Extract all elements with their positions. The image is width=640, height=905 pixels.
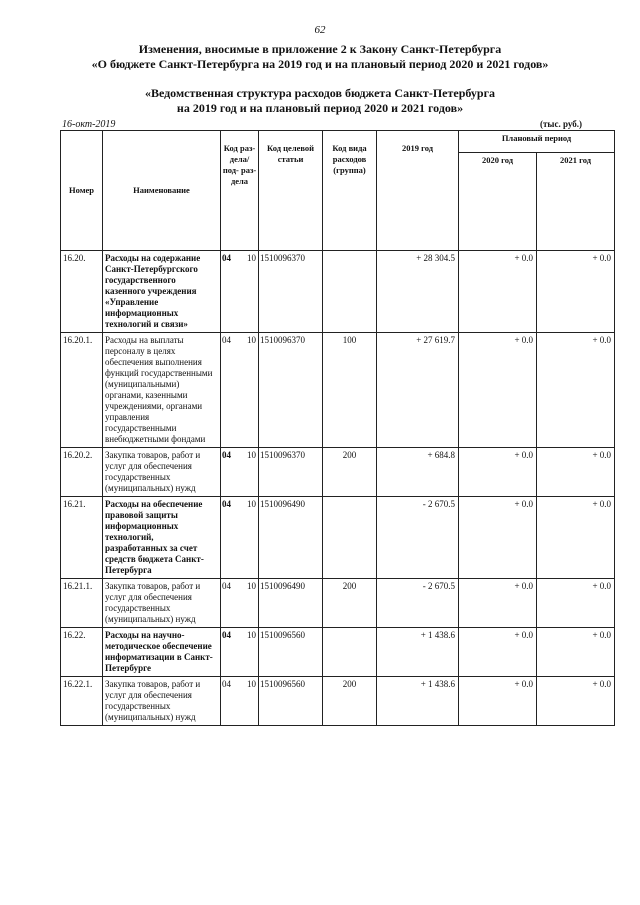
row-2020: + 0.0	[459, 579, 537, 628]
row-section: 04	[221, 333, 239, 448]
header-2020: 2020 год	[459, 153, 537, 251]
table-row	[61, 579, 615, 628]
row-2019: + 27 619.7	[377, 333, 459, 448]
table-row	[61, 448, 615, 497]
row-2021: + 0.0	[537, 333, 615, 448]
table-row	[61, 628, 615, 677]
row-section: 04	[221, 628, 239, 677]
subtitle-line-2: на 2019 год и на плановый период 2020 и 2021 годов»	[176, 101, 464, 115]
row-2020: + 0.0	[459, 251, 537, 333]
table-row	[61, 333, 615, 448]
header-2019: 2019 год	[377, 131, 459, 251]
row-2021: + 0.0	[537, 497, 615, 579]
row-2021: + 0.0	[537, 628, 615, 677]
row-section: 04	[221, 251, 239, 333]
row-2019: + 28 304.5	[377, 251, 459, 333]
header-section: Код раз- дела/ под- раз- дела	[221, 131, 259, 251]
row-2020: + 0.0	[459, 628, 537, 677]
document-date: 16-окт-2019	[62, 119, 116, 130]
row-target: 1510096370	[259, 333, 323, 448]
row-number: 16.21.1.	[61, 579, 103, 628]
table-row	[61, 251, 615, 333]
row-subsection: 10	[239, 497, 259, 579]
row-number: 16.20.	[61, 251, 103, 333]
row-name: Закупка товаров, работ и услуг для обеспечения государственных (муниципальных) нужд	[103, 448, 221, 497]
row-2020: + 0.0	[459, 677, 537, 726]
row-2021: + 0.0	[537, 448, 615, 497]
row-2020: + 0.0	[459, 333, 537, 448]
row-section: 04	[221, 497, 239, 579]
row-target: 1510096370	[259, 251, 323, 333]
row-target: 1510096490	[259, 497, 323, 579]
row-2021: + 0.0	[537, 251, 615, 333]
row-target: 1510096370	[259, 448, 323, 497]
header-target: Код целевой статьи	[259, 131, 323, 251]
page-number: 62	[314, 24, 326, 36]
units-label: (тыс. руб.)	[540, 119, 582, 129]
table-row	[61, 677, 615, 726]
row-name: Закупка товаров, работ и услуг для обеспечения государственных (муниципальных) нужд	[103, 579, 221, 628]
row-name: Расходы на содержание Санкт-Петербургского государственного казенного учреждения «Управление информационных технологий и связи»	[103, 251, 221, 333]
row-number: 16.20.2.	[61, 448, 103, 497]
row-kind	[323, 251, 377, 333]
row-number: 16.21.	[61, 497, 103, 579]
row-2020: + 0.0	[459, 497, 537, 579]
table-row	[61, 497, 615, 579]
title-line-1: Изменения, вносимые в приложение 2 к Закону Санкт-Петербурга	[138, 42, 502, 56]
subtitle-line-1: «Ведомственная структура расходов бюджета Санкт-Петербурга	[144, 86, 496, 100]
row-kind	[323, 628, 377, 677]
header-name: Наименование	[103, 131, 221, 251]
row-target: 1510096560	[259, 628, 323, 677]
row-number: 16.22.	[61, 628, 103, 677]
row-kind: 200	[323, 579, 377, 628]
row-name: Расходы на выплаты персоналу в целях обеспечения выполнения функций государственными (муниципальными) органами, казенными учреждениями, органами управления государственными внебюджетными фондами	[103, 333, 221, 448]
row-subsection: 10	[239, 677, 259, 726]
title-line-2: «О бюджете Санкт-Петербурга на 2019 год и на плановый период 2020 и 2021 годов»	[91, 57, 549, 71]
row-subsection: 10	[239, 333, 259, 448]
document-subtitle	[0, 86, 640, 116]
row-2019: + 684.8	[377, 448, 459, 497]
row-2019: - 2 670.5	[377, 497, 459, 579]
row-name: Закупка товаров, работ и услуг для обеспечения государственных (муниципальных) нужд	[103, 677, 221, 726]
row-section: 04	[221, 448, 239, 497]
row-name: Расходы на обеспечение правовой защиты информационных технологий, разработанных за счет средств бюджета Санкт-Петербурга	[103, 497, 221, 579]
row-2021: + 0.0	[537, 579, 615, 628]
row-section: 04	[221, 579, 239, 628]
row-target: 1510096560	[259, 677, 323, 726]
budget-table	[60, 130, 615, 726]
row-kind	[323, 497, 377, 579]
row-target: 1510096490	[259, 579, 323, 628]
row-2021: + 0.0	[537, 677, 615, 726]
row-kind: 100	[323, 333, 377, 448]
row-2020: + 0.0	[459, 448, 537, 497]
row-name: Расходы на научно-методическое обеспечение информатизации в Санкт-Петербурге	[103, 628, 221, 677]
row-subsection: 10	[239, 628, 259, 677]
row-2019: - 2 670.5	[377, 579, 459, 628]
header-number: Номер	[61, 131, 103, 251]
row-2019: + 1 438.6	[377, 628, 459, 677]
row-subsection: 10	[239, 448, 259, 497]
row-kind: 200	[323, 677, 377, 726]
row-2019: + 1 438.6	[377, 677, 459, 726]
row-kind: 200	[323, 448, 377, 497]
row-number: 16.20.1.	[61, 333, 103, 448]
row-subsection: 10	[239, 251, 259, 333]
row-subsection: 10	[239, 579, 259, 628]
row-number: 16.22.1.	[61, 677, 103, 726]
header-planned-period: Плановый период	[459, 131, 615, 153]
header-kind: Код вида расходов (группа)	[323, 131, 377, 251]
header-2021: 2021 год	[537, 153, 615, 251]
row-section: 04	[221, 677, 239, 726]
document-title	[0, 42, 640, 72]
